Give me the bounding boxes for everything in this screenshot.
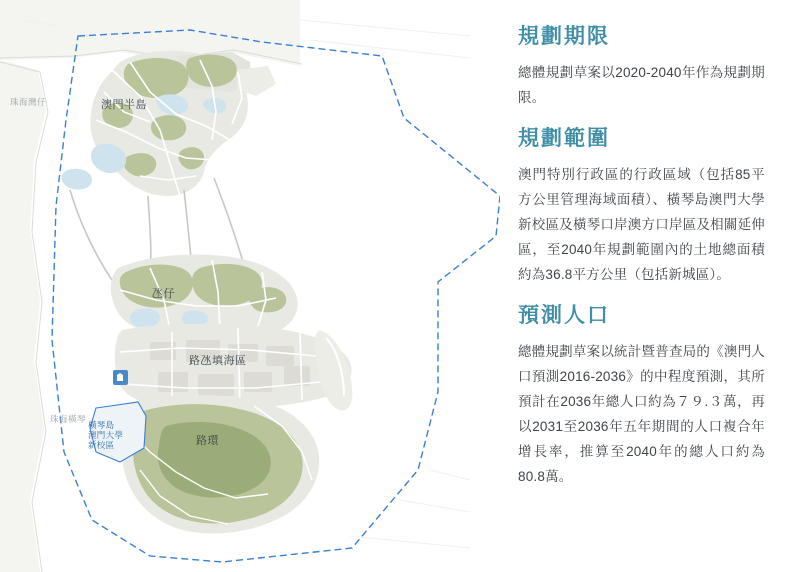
section-title-planning-period: 規劃期限 xyxy=(518,25,610,48)
map-label-zhuhai-wanzai: 珠海灣仔 xyxy=(10,97,47,107)
section-planning-period xyxy=(518,24,765,110)
section-body-planning-period: 總體規劃草案以2020-2040年作為規劃期限。 xyxy=(518,65,765,105)
map-label-coloane: 路環 xyxy=(196,435,219,447)
map-label-cotai: 路氹填海區 xyxy=(189,355,247,367)
map-label-hengqin-campus: 橫琴島 澳門大學 新校區 xyxy=(88,420,124,450)
section-planning-scope xyxy=(518,126,765,287)
map-label-zhuhai-hengqin: 珠海橫琴 xyxy=(50,414,87,424)
section-body-projected-population: 總體規劃草案以統計暨普查局的《澳門人口預測2016-2036》的中程度預測，其所預計在2036年總人口約為７９.３萬，再以2031至2036年五年期間的人口複合年增長率，推算至2040年的總人口約為80.8萬。 xyxy=(518,344,765,484)
section-projected-population xyxy=(518,303,765,489)
map-label-taipa: 氹仔 xyxy=(152,288,175,300)
border-crossing-marker xyxy=(113,370,128,385)
section-title-planning-scope: 規劃範圍 xyxy=(518,127,610,150)
section-title-projected-population: 預測人口 xyxy=(518,304,610,327)
map-label-macau-peninsula: 澳門半島 xyxy=(101,99,147,111)
section-body-planning-scope: 澳門特別行政區的行政區域（包括85平方公里管理海域面積）、橫琴島澳門大學新校區及橫琴口岸澳方口岸區及相關延伸區，至2040年規劃範圍內的土地總面積約為36.8平方公里（包括新城區）。 xyxy=(518,167,765,282)
text-panel xyxy=(500,0,793,572)
